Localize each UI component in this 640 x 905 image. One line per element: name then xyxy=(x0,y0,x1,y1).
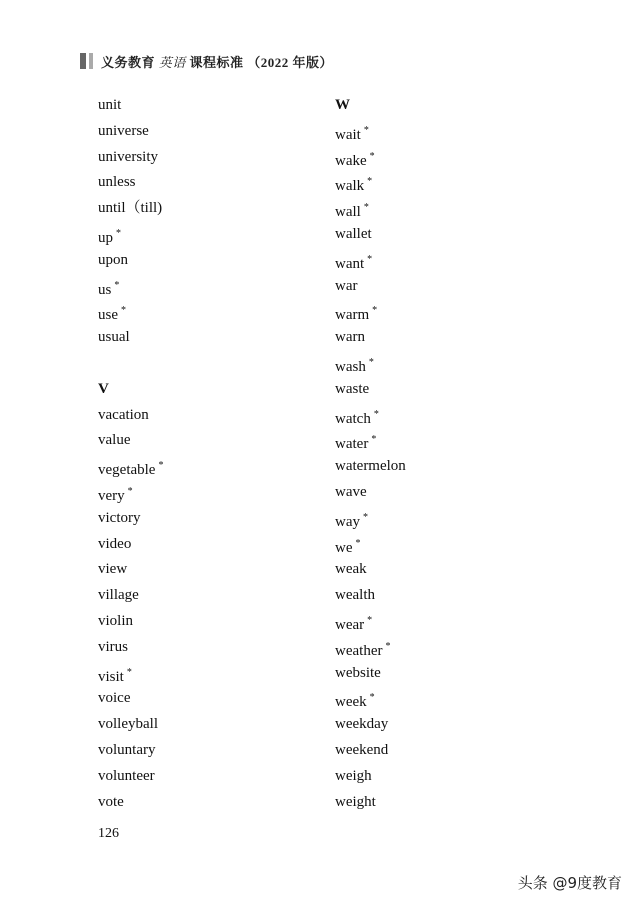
word-entry xyxy=(98,714,163,740)
star-marker: * xyxy=(127,485,133,497)
header-title-part: 义务教育 xyxy=(101,54,156,70)
word-text: wash xyxy=(335,358,366,375)
word-entry xyxy=(98,740,163,766)
word-entry xyxy=(335,766,406,792)
word-entry xyxy=(335,353,406,379)
word-text: violin xyxy=(98,612,134,629)
word-text: weather xyxy=(335,642,383,659)
star-marker: * xyxy=(372,305,378,317)
star-marker: * xyxy=(121,305,126,317)
word-text: warn xyxy=(335,329,365,346)
star-marker: * xyxy=(369,692,375,704)
header-title-part: 课程标准 （2022 年版） xyxy=(189,54,334,70)
word-entry xyxy=(335,301,406,327)
word-text: walk xyxy=(335,178,365,195)
word-text: volleyball xyxy=(98,716,158,733)
word-text: vote xyxy=(98,793,124,810)
word-entry xyxy=(335,482,406,508)
section-letter xyxy=(98,379,163,405)
word-entry xyxy=(335,663,406,689)
word-text: voluntary xyxy=(98,741,156,758)
word-entry xyxy=(98,508,163,534)
word-text: wear xyxy=(335,616,365,633)
word-entry xyxy=(98,95,163,121)
star-marker: * xyxy=(385,640,391,652)
word-text: we xyxy=(335,539,353,556)
word-entry xyxy=(335,456,406,482)
star-marker: * xyxy=(363,202,369,214)
word-text: website xyxy=(335,664,381,681)
word-text: watch xyxy=(335,410,371,427)
word-entry xyxy=(98,534,163,560)
page-number: 126 xyxy=(98,826,119,841)
word-text: us xyxy=(98,281,112,298)
star-marker: * xyxy=(373,408,379,420)
word-entry xyxy=(98,792,163,818)
watermark: 头条 @9度教育 xyxy=(517,874,622,892)
word-entry xyxy=(335,276,406,302)
word-entry xyxy=(335,508,406,534)
word-text: warm xyxy=(335,307,370,324)
word-text: weigh xyxy=(335,767,372,784)
star-marker: * xyxy=(158,460,164,472)
word-entry xyxy=(98,405,163,431)
word-entry xyxy=(98,688,163,714)
word-entry xyxy=(335,792,406,818)
word-entry xyxy=(98,250,163,276)
header-bar-icon xyxy=(80,53,86,69)
word-entry xyxy=(98,276,163,302)
word-text: universe xyxy=(98,122,149,139)
word-entry xyxy=(335,559,406,585)
word-entry xyxy=(98,147,163,173)
word-entry xyxy=(335,534,406,560)
word-text: view xyxy=(98,561,128,578)
word-text: use xyxy=(98,307,118,324)
word-entry xyxy=(98,663,163,689)
word-text: vegetable xyxy=(98,462,156,479)
word-entry xyxy=(335,379,406,405)
word-entry xyxy=(98,198,163,224)
word-text: waste xyxy=(335,380,370,397)
word-entry xyxy=(335,740,406,766)
word-text: visit xyxy=(98,668,124,685)
word-text: week xyxy=(335,694,367,711)
word-entry xyxy=(335,637,406,663)
word-text: wait xyxy=(335,126,361,143)
word-text: wealth xyxy=(335,587,375,604)
star-marker: * xyxy=(367,176,373,188)
word-text: war xyxy=(335,277,358,294)
word-text: W xyxy=(335,97,350,113)
running-header xyxy=(80,50,333,72)
word-entry xyxy=(335,585,406,611)
word-text: wallet xyxy=(335,225,372,242)
word-entry xyxy=(335,405,406,431)
word-entry xyxy=(98,121,163,147)
star-marker: * xyxy=(114,279,120,291)
word-entry xyxy=(335,224,406,250)
header-title xyxy=(101,52,333,71)
word-text: victory xyxy=(98,509,141,526)
star-marker: * xyxy=(367,253,373,265)
word-entry xyxy=(98,482,163,508)
word-text: very xyxy=(98,487,125,504)
word-list-left-column xyxy=(98,95,163,817)
word-text: vacation xyxy=(98,406,149,423)
word-entry xyxy=(98,611,163,637)
word-entry xyxy=(98,766,163,792)
word-entry xyxy=(98,327,163,353)
word-text: unless xyxy=(98,174,136,191)
star-marker: * xyxy=(367,614,373,626)
word-entry xyxy=(335,327,406,353)
word-text: virus xyxy=(98,638,128,655)
word-entry xyxy=(335,714,406,740)
word-text: weight xyxy=(335,793,376,810)
star-marker: * xyxy=(368,356,374,368)
word-text: weak xyxy=(335,561,367,578)
word-entry xyxy=(335,688,406,714)
word-text: value xyxy=(98,432,131,449)
word-entry xyxy=(335,198,406,224)
star-marker: * xyxy=(116,227,121,239)
star-marker: * xyxy=(126,666,132,678)
word-text: wave xyxy=(335,483,367,500)
word-entry xyxy=(98,172,163,198)
word-text: way xyxy=(335,513,360,530)
word-entry xyxy=(98,585,163,611)
word-text: want xyxy=(335,255,365,272)
word-entry xyxy=(335,611,406,637)
star-marker: * xyxy=(369,150,375,162)
word-entry xyxy=(98,301,163,327)
word-entry xyxy=(98,637,163,663)
word-entry xyxy=(98,430,163,456)
word-text: university xyxy=(98,148,158,165)
star-marker: * xyxy=(363,511,368,523)
word-entry xyxy=(335,121,406,147)
header-title-subject: 英语 xyxy=(158,54,186,70)
word-text: upon xyxy=(98,251,128,268)
section-letter xyxy=(335,95,406,121)
word-text: village xyxy=(98,587,139,604)
word-text: weekday xyxy=(335,716,389,733)
word-text: wall xyxy=(335,204,361,221)
word-entry xyxy=(98,456,163,482)
word-entry xyxy=(98,224,163,250)
blank-row xyxy=(98,353,163,379)
word-text: until（till) xyxy=(98,200,163,217)
word-entry xyxy=(335,172,406,198)
word-text: water xyxy=(335,436,369,453)
word-entry xyxy=(335,147,406,173)
word-text: video xyxy=(98,535,132,552)
star-marker: * xyxy=(363,124,369,136)
word-text: V xyxy=(98,380,109,397)
word-text: weekend xyxy=(335,741,389,758)
word-entry xyxy=(335,250,406,276)
word-list-right-column xyxy=(335,95,406,817)
word-entry xyxy=(98,559,163,585)
header-bar-icon xyxy=(89,53,93,69)
word-text: unit xyxy=(98,97,122,113)
star-marker: * xyxy=(355,537,361,549)
star-marker: * xyxy=(371,434,377,446)
word-text: voice xyxy=(98,690,131,707)
word-text: watermelon xyxy=(335,458,406,475)
word-text: up xyxy=(98,229,113,246)
word-text: wake xyxy=(335,152,367,169)
word-text: volunteer xyxy=(98,767,155,784)
word-text: usual xyxy=(98,329,130,346)
word-entry xyxy=(335,430,406,456)
